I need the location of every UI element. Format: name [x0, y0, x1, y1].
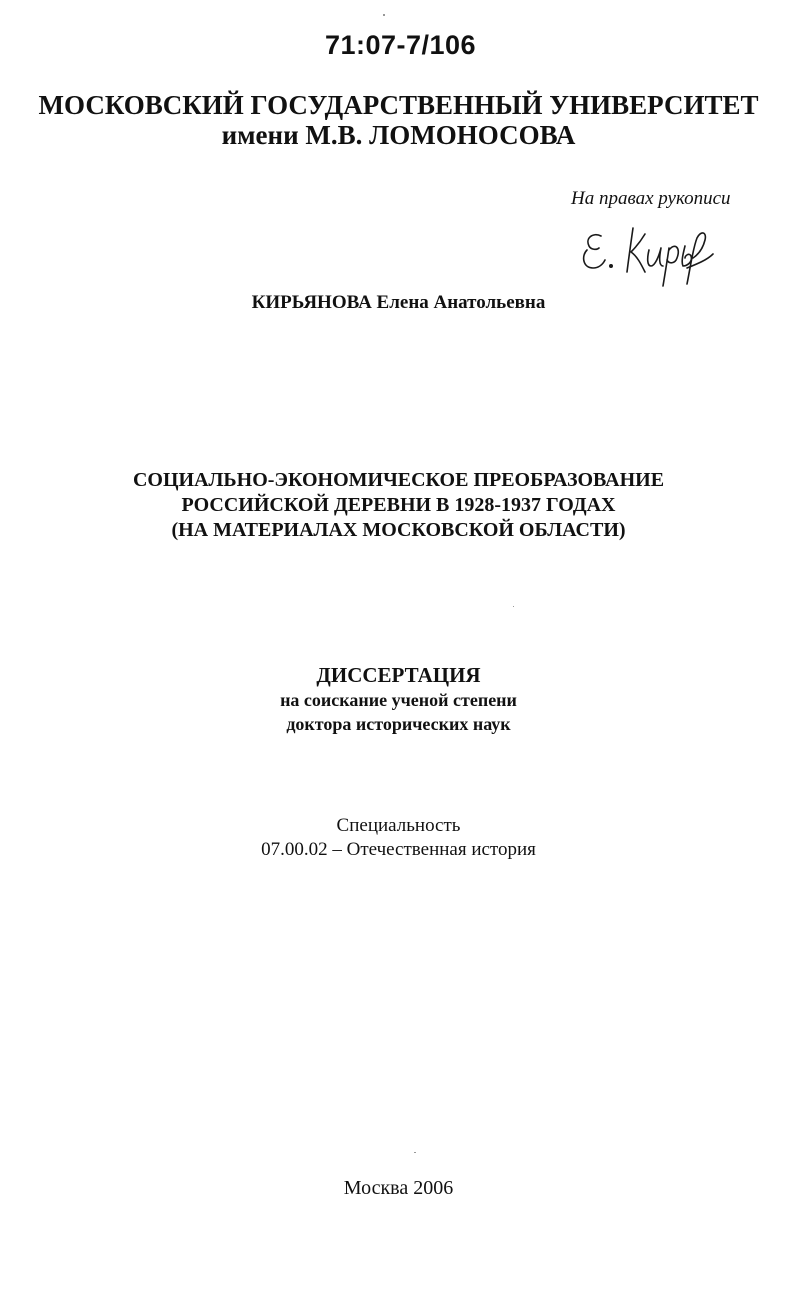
thesis-title-line-2: РОССИЙСКОЙ ДЕРЕВНИ В 1928-1937 ГОДАХ [181, 494, 616, 516]
university-line-2: имени М.В. ЛОМОНОСОВА [221, 120, 576, 150]
author-name: КИРЬЯНОВА Елена Анатольевна [251, 292, 546, 313]
dissertation-heading: ДИССЕРТАЦИЯ [316, 663, 481, 687]
handwritten-signature-icon [575, 214, 715, 290]
scan-speck [383, 14, 385, 16]
thesis-title-line-1: СОЦИАЛЬНО-ЭКОНОМИЧЕСКОЕ ПРЕОБРАЗОВАНИЕ [132, 469, 665, 491]
thesis-title-line-3: (НА МАТЕРИАЛАХ МОСКОВСКОЙ ОБЛАСТИ) [171, 519, 626, 541]
thesis-title [0, 468, 797, 543]
degree-block [0, 663, 797, 736]
scan-speck [414, 1152, 416, 1153]
specialty-label: Специальность [336, 815, 461, 836]
city-year: Москва 2006 [343, 1177, 454, 1199]
scan-speck [513, 606, 514, 607]
degree-line-2: доктора исторических наук [286, 714, 511, 734]
university-line-1: МОСКОВСКИЙ ГОСУДАРСТВЕННЫЙ УНИВЕРСИТЕТ [38, 90, 759, 120]
manuscript-rights-note: На правах рукописи [571, 188, 731, 209]
university-name [0, 90, 797, 150]
degree-line-1: на соискание ученой степени [280, 690, 517, 710]
catalog-code: 71:07-7/106 [324, 30, 477, 60]
specialty-value: 07.00.02 – Отечественная история [261, 839, 536, 860]
specialty-block [0, 814, 797, 862]
